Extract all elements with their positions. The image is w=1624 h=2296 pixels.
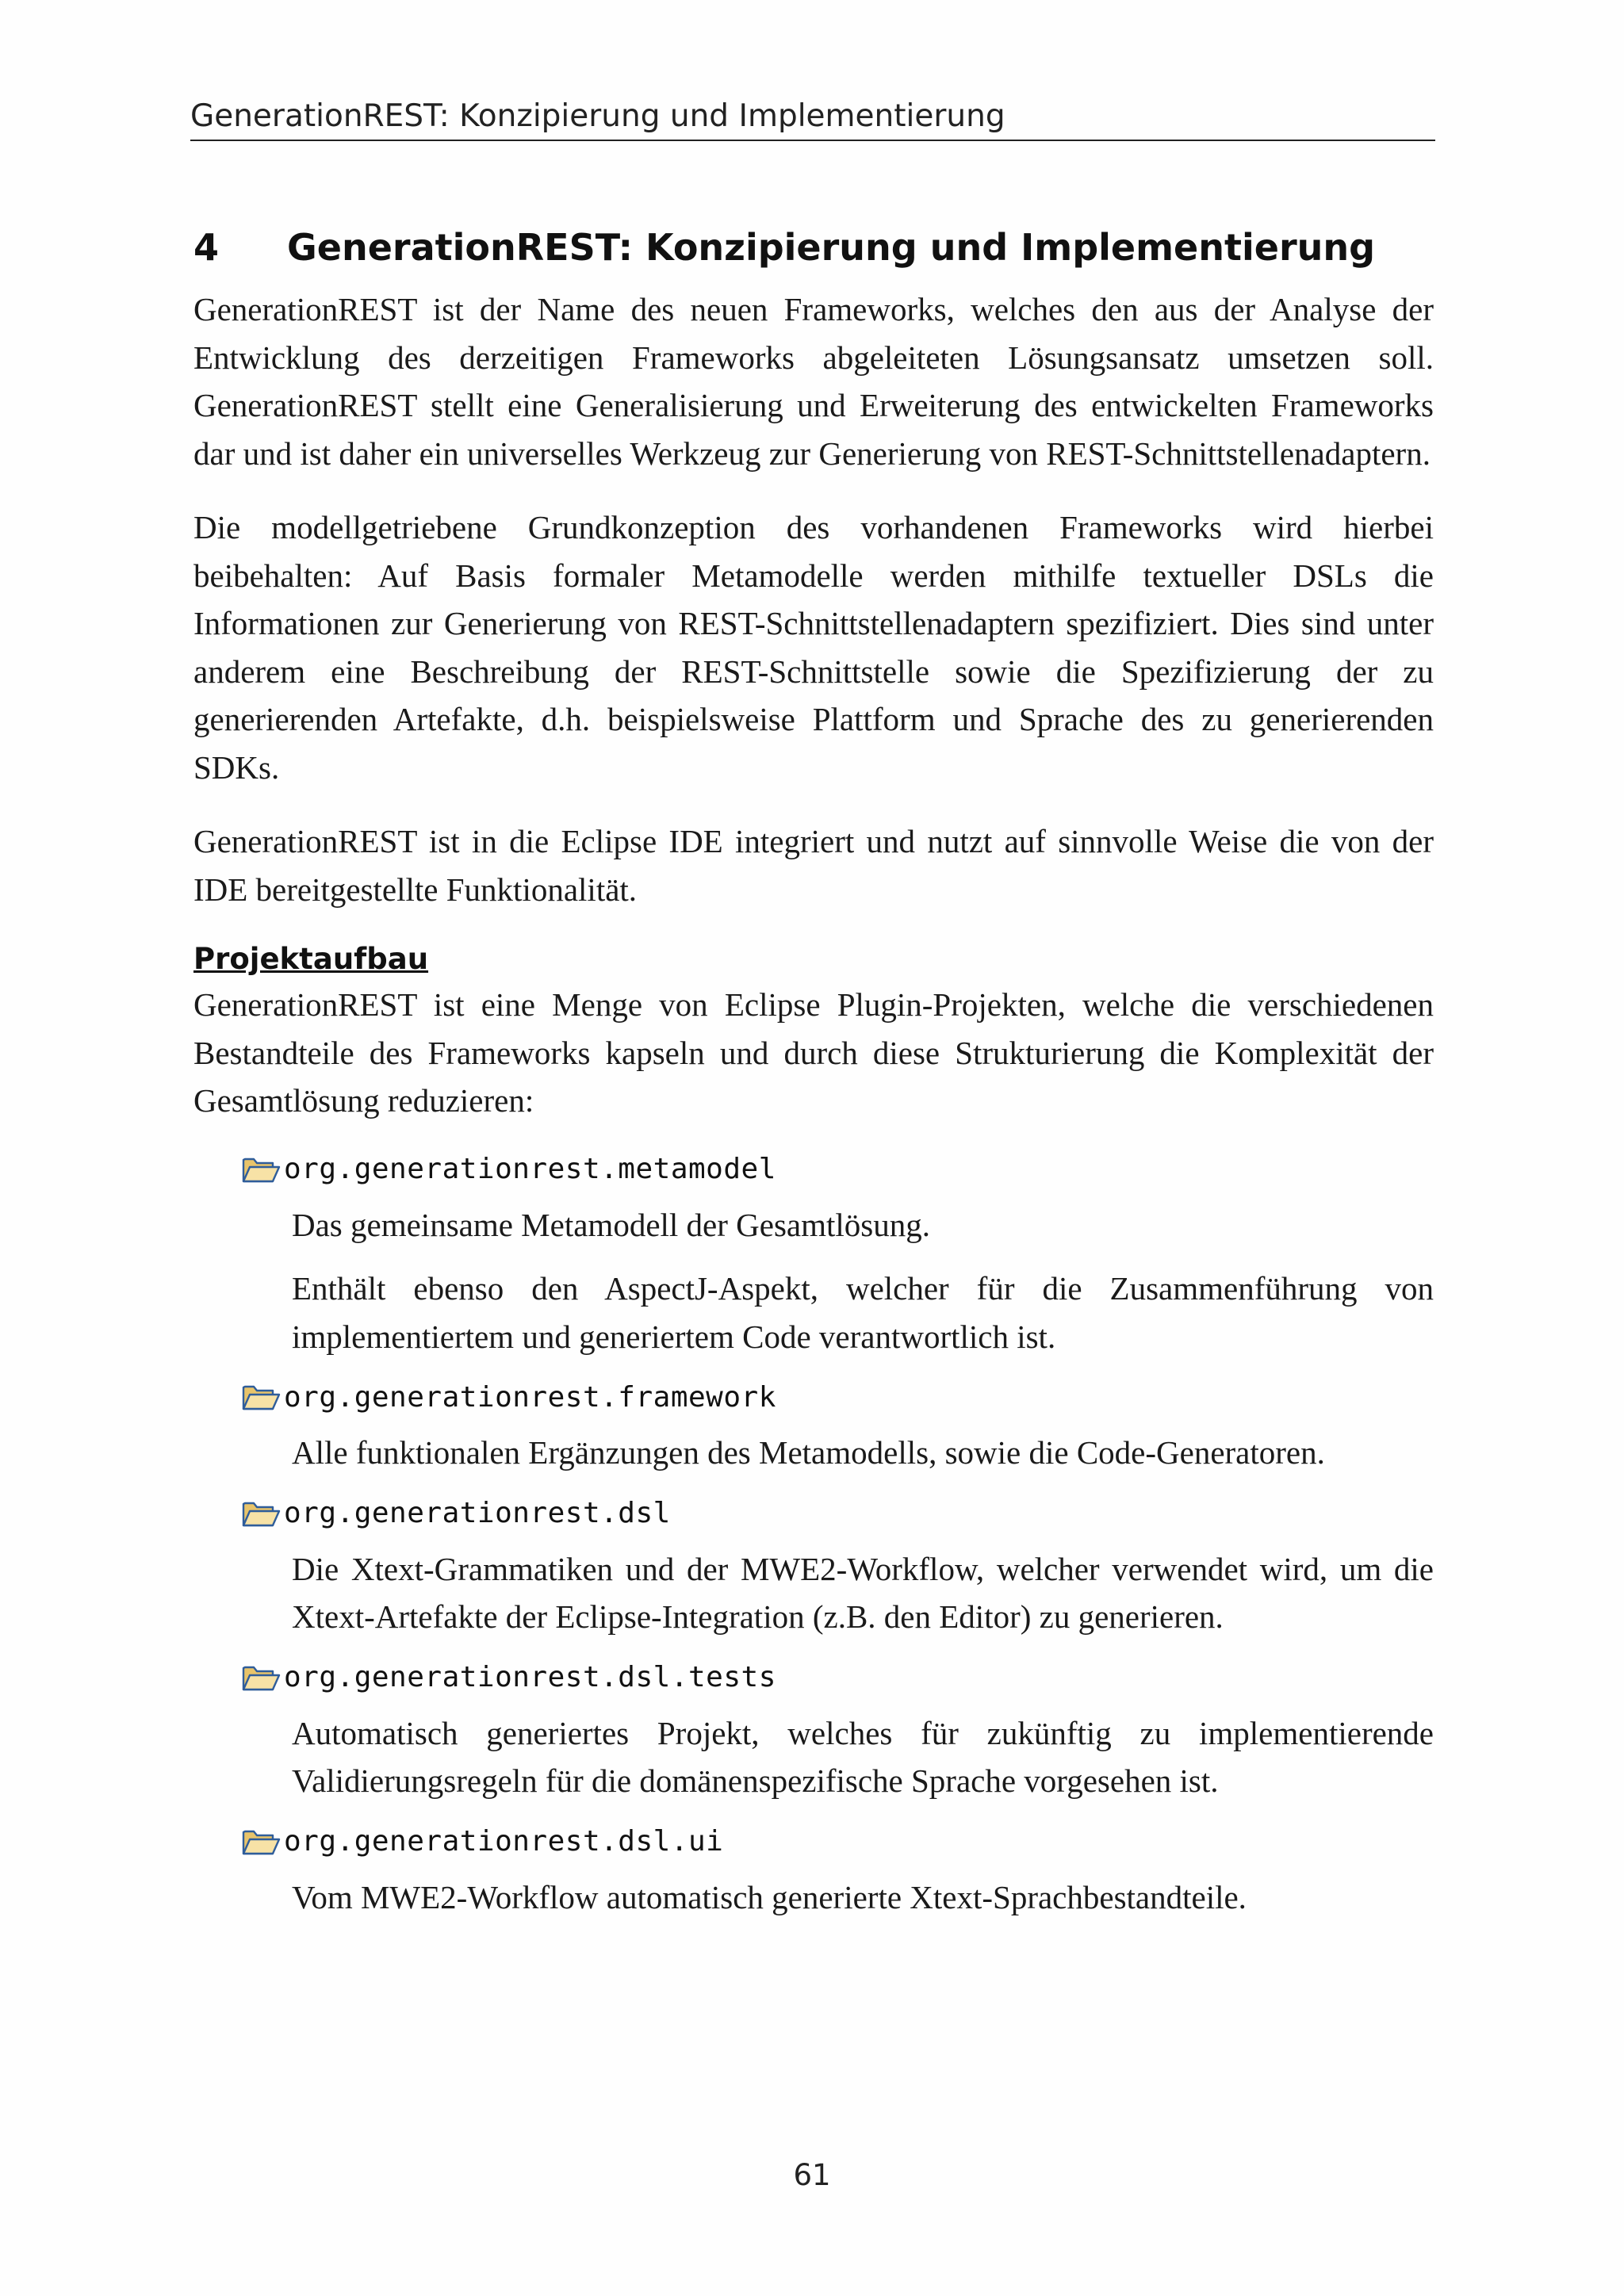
section-heading: Projektaufbau (193, 942, 429, 976)
project-description-text: Die Xtext-Grammatiken und der MWE2-Workflow, welcher verwendet wird, um die Xtext-Artefakte der Eclipse-Integration (z.B. den Editor) zu generieren. (292, 1550, 1434, 1635)
folder-open-icon (241, 1154, 281, 1185)
project-description (292, 1873, 1434, 1922)
project-heading (241, 1657, 1434, 1698)
project-description-text: Automatisch generiertes Projekt, welches für zukünftig zu implementierende Validierungsregeln für die domänenspezifische Sprache vorgesehen ist. (292, 1714, 1434, 1799)
chapter-title: GenerationREST: Konzipierung und Implementierung (287, 226, 1376, 269)
project-description-text: Das gemeinsame Metamodell der Gesamtlösung. (292, 1206, 930, 1243)
project-name: org.generationrest.dsl (284, 1497, 671, 1529)
list-item (193, 1657, 1434, 1805)
project-description-text: Alle funktionalen Ergänzungen des Metamodells, sowie die Code-Generatoren. (292, 1434, 1325, 1471)
project-description (292, 1545, 1434, 1641)
list-item (193, 1821, 1434, 1922)
page-content (193, 224, 1434, 1937)
paragraph: Die modellgetriebene Grundkonzeption des vorhandenen Frameworks wird hierbei beibehalten: Auf Basis formaler Metamodelle werden mithilfe textueller DSLs die Informationen zur Generierung von REST-Schnittstellenadaptern spezifiziert. Dies sind unter anderem eine Beschreibung der REST-Schnittstelle sowie die Spezifizierung der zu generierenden Artefakte, d.h. beispielsweise Plattform und Sprache des zu generierenden SDKs. (193, 509, 1434, 786)
running-header: GenerationREST: Konzipierung und Implementierung (190, 94, 1435, 141)
project-heading (241, 1493, 1434, 1534)
paragraph: GenerationREST ist der Name des neuen Frameworks, welches den aus der Analyse der Entwicklung des derzeitigen Frameworks abgeleiteten Lösungsansatz umsetzen soll. GenerationREST stellt eine Generalisierung und Erweiterung des entwickelten Frameworks dar und ist daher ein universelles Werkzeug zur Generierung von REST-Schnittstellenadaptern. (193, 291, 1434, 472)
chapter-heading (193, 224, 1434, 271)
chapter-number: 4 (193, 226, 220, 269)
list-item (193, 1376, 1434, 1477)
project-description (292, 1709, 1434, 1805)
list-item (193, 1493, 1434, 1641)
project-name: org.generationrest.dsl.ui (284, 1825, 724, 1858)
folder-open-icon (241, 1498, 281, 1529)
project-list (193, 1149, 1434, 1922)
project-name: org.generationrest.framework (284, 1380, 776, 1414)
project-heading (241, 1149, 1434, 1190)
project-description (292, 1201, 1434, 1361)
folder-open-icon (241, 1662, 281, 1693)
project-heading (241, 1376, 1434, 1418)
project-description-text: Vom MWE2-Workflow automatisch generierte Xtext-Sprachbestandteile. (292, 1878, 1247, 1915)
project-heading (241, 1821, 1434, 1862)
project-name: org.generationrest.metamodel (284, 1153, 776, 1185)
page-number: 61 (793, 2158, 831, 2192)
paragraph: GenerationREST ist in die Eclipse IDE integriert und nutzt auf sinnvolle Weise die von der IDE bereitgestellte Funktionalität. (193, 823, 1434, 908)
folder-open-icon (241, 1826, 281, 1858)
section-intro: GenerationREST ist eine Menge von Eclipse Plugin-Projekten, welche die verschiedenen Bestandteile des Frameworks kapseln und durch diese Strukturierung die Komplexität der Gesamtlösung reduzieren: (193, 986, 1434, 1119)
list-item (193, 1149, 1434, 1361)
project-description-text: Enthält ebenso den AspectJ-Aspekt, welcher für die Zusammenführung von implementiertem und generiertem Code verantwortlich ist. (292, 1270, 1434, 1355)
project-name: org.generationrest.dsl.tests (284, 1661, 776, 1693)
project-description (292, 1429, 1434, 1477)
folder-open-icon (241, 1381, 281, 1413)
